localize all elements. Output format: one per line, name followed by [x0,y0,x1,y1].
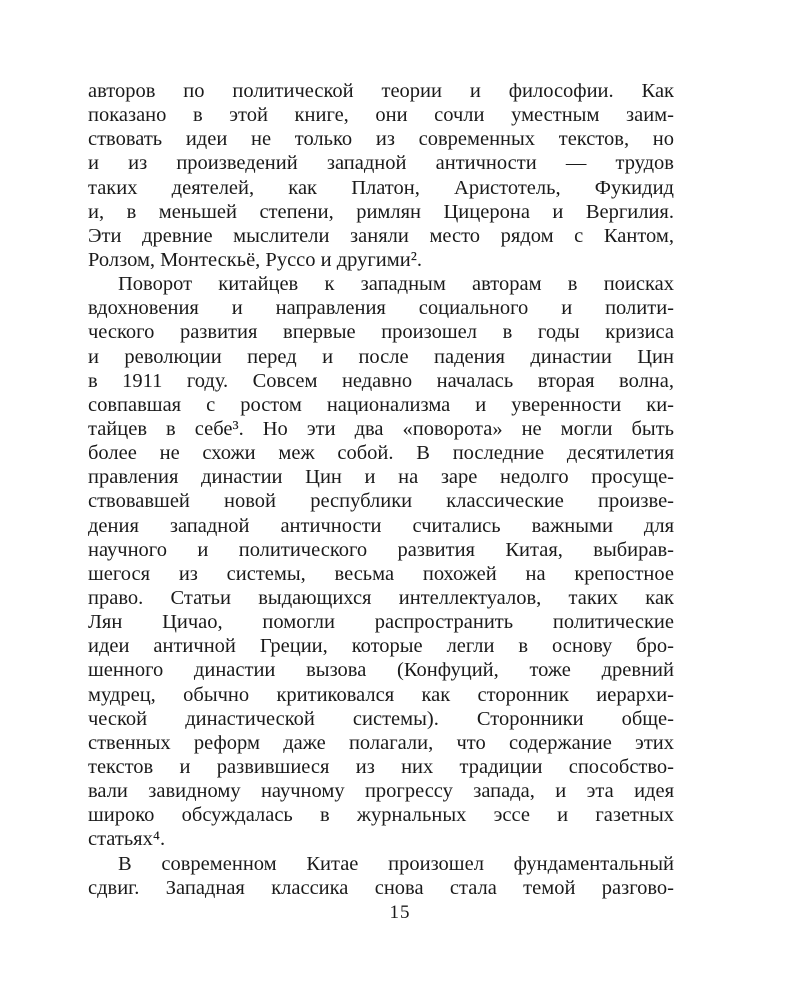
text-line: шегося из системы, весьма похожей на крепостное [88,562,674,585]
text-line: Эти древние мыслители заняли место рядом с Кантом, [88,224,674,247]
text-line: и из произведений западной античности — трудов [88,152,674,175]
text-line: ческой династической системы). Сторонники обще- [88,707,674,730]
text-line: идеи античной Греции, которые легли в основу бро- [88,635,674,658]
text-line: вали завидному научному прогрессу запада, и эта идея [88,780,674,803]
text-line: ствовать идеи не только из современных текстов, но [88,128,674,151]
text-line: в 1911 году. Совсем недавно началась вторая волна, [88,369,674,392]
text-line: совпавшая с ростом национализма и уверенности ки- [88,393,674,416]
page-number: 15 [389,902,411,923]
text-line: Ролзом, Монтескьё, Руссо и другими². [88,248,422,271]
text-line: широко обсуждалась в журнальных эссе и газетных [88,804,674,827]
text-line: ческого развития впервые произошел в годы кризиса [88,321,674,344]
text-line: авторов по политической теории и философии. Как [88,80,674,102]
paragraph-continuation [88,79,674,272]
text-line: более не схожи меж собой. В последние десятилетия [88,442,674,465]
text-line: право. Статьи выдающихся интеллектуалов, таких как [88,586,674,609]
text-line: В современном Китае произошел фундаментальный [118,852,674,875]
text-line: и, в меньшей степени, римлян Цицерона и Вергилия. [88,200,674,223]
text-line: сдвиг. Западная классика снова стала темой разгово- [88,876,674,899]
text-line: показано в этой книге, они сочли уместным заим- [88,104,674,127]
text-line: Поворот китайцев к западным авторам в поисках [118,273,674,296]
text-line: вдохновения и направления социального и полити- [88,297,674,320]
body-text [88,79,674,900]
text-line: тайцев в себе³. Но эти два «поворота» не могли быть [88,417,674,440]
paragraph-modern-china [88,852,674,900]
text-line: научного и политического развития Китая, выбирав- [88,538,674,561]
text-line: таких деятелей, как Платон, Аристотель, Фукидид [88,176,674,199]
text-line: правления династии Цин и на заре недолго просуще- [88,466,674,489]
text-line: ствовавшей новой республики классические произве- [88,490,674,513]
text-line: текстов и развившиеся из них традиции способство- [88,755,674,778]
text-line: Лян Цичао, помогли распространить политические [88,611,674,634]
text-line: мудрец, обычно критиковался как сторонник иерархи- [88,683,674,706]
text-line: ственных реформ даже полагали, что содержание этих [88,731,674,754]
text-line: и революции перед и после падения династии Цин [88,345,674,368]
text-line: шенного династии вызова (Конфуций, тоже древний [88,659,674,682]
paragraph-chinese-turn [88,272,674,851]
text-line: статьях⁴. [88,828,166,851]
text-line: дения западной античности считались важными для [88,514,674,537]
